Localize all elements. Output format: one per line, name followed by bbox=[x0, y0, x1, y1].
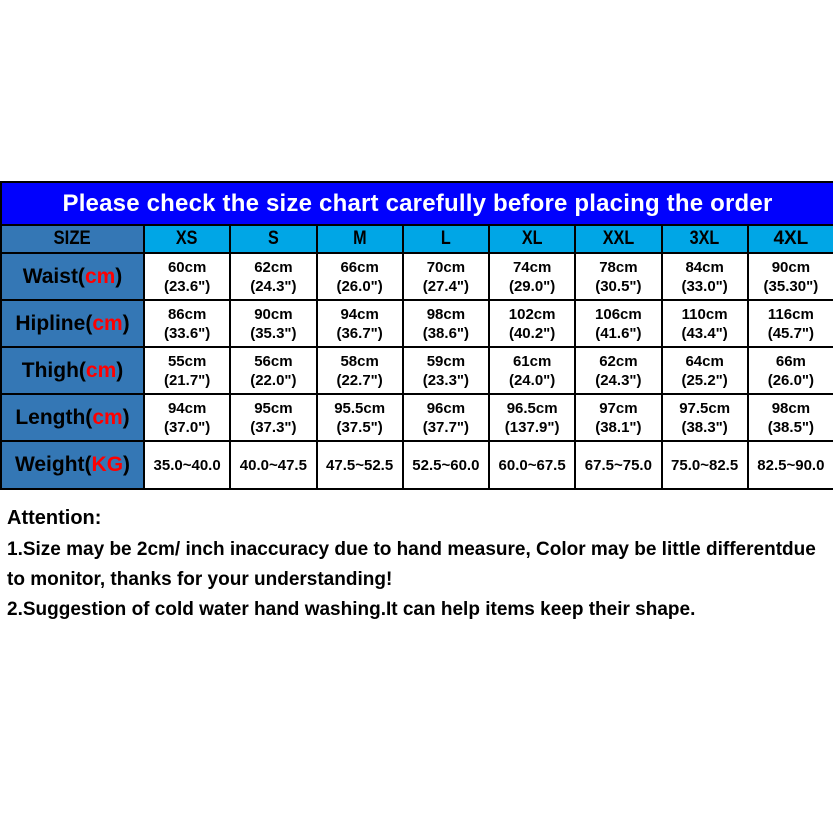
table-cell-line: 90cm bbox=[771, 258, 811, 276]
attention-note-2: 2.Suggestion of cold water hand washing.It can help items keep their shape. bbox=[7, 599, 696, 620]
size-header-label: M bbox=[352, 228, 367, 249]
attention-section bbox=[7, 507, 821, 625]
row-label-weight bbox=[2, 442, 143, 488]
table-cell bbox=[145, 395, 229, 440]
table-cell-line: (37.0") bbox=[163, 418, 211, 436]
size-header-label: L bbox=[440, 228, 451, 249]
table-cell-line: (137.9") bbox=[504, 418, 560, 436]
table-cell-line: 86cm bbox=[167, 305, 207, 323]
table-cell-line: 60cm bbox=[167, 258, 207, 276]
table-cell-line: 90cm bbox=[254, 305, 293, 323]
table-cell bbox=[490, 442, 574, 488]
row-label-part: KG bbox=[91, 453, 124, 476]
table-cell bbox=[318, 348, 402, 393]
table-cell-line: (37.7") bbox=[422, 418, 470, 436]
table-cell-line: (23.3") bbox=[422, 371, 470, 389]
table-cell-line: 64cm bbox=[685, 352, 724, 370]
table-cell-line: 78cm bbox=[599, 258, 638, 276]
table-cell-line: (38.1") bbox=[595, 418, 642, 436]
table-cell bbox=[749, 442, 833, 488]
size-header-label: 3XL bbox=[689, 228, 720, 249]
table-cell-line: 52.5~60.0 bbox=[412, 456, 480, 474]
table-cell bbox=[490, 301, 574, 346]
size-header-xxl bbox=[576, 226, 660, 252]
table-cell bbox=[663, 301, 747, 346]
table-cell-line: 66cm bbox=[340, 258, 379, 276]
row-label-part: ) bbox=[115, 264, 123, 288]
table-cell bbox=[231, 442, 315, 488]
attention-heading: Attention: bbox=[7, 507, 102, 529]
size-header-xl bbox=[490, 226, 574, 252]
size-column-header bbox=[2, 226, 143, 252]
table-cell bbox=[663, 254, 747, 299]
size-header-label: S bbox=[267, 228, 279, 249]
table-cell-line: 116cm bbox=[767, 305, 814, 323]
table-cell-line: (35.3") bbox=[250, 324, 297, 342]
table-cell-line: 59cm bbox=[426, 352, 466, 370]
table-cell bbox=[318, 254, 402, 299]
table-cell bbox=[576, 442, 660, 488]
table-cell bbox=[318, 395, 402, 440]
table-cell-line: 56cm bbox=[254, 352, 293, 370]
table-cell-line: 84cm bbox=[685, 258, 724, 276]
size-header-label: XL bbox=[521, 228, 543, 249]
table-cell-line: (33.6") bbox=[163, 324, 211, 342]
table-cell-line: 55cm bbox=[167, 352, 207, 370]
table-cell-line: 95cm bbox=[254, 399, 293, 417]
table-cell-line: 98cm bbox=[426, 305, 466, 323]
table-cell-line: 82.5~90.0 bbox=[757, 456, 825, 474]
row-label-length bbox=[2, 395, 143, 440]
size-header-s bbox=[231, 226, 315, 252]
table-cell-line: 98cm bbox=[771, 399, 811, 417]
table-cell bbox=[576, 254, 660, 299]
table-cell bbox=[663, 395, 747, 440]
table-cell bbox=[749, 254, 833, 299]
table-cell bbox=[231, 301, 315, 346]
table-cell-line: 58cm bbox=[340, 352, 379, 370]
table-cell bbox=[231, 254, 315, 299]
table-cell-line: (38.6") bbox=[422, 324, 470, 342]
size-header-3xl bbox=[663, 226, 747, 252]
table-cell-line: (25.2") bbox=[681, 371, 728, 389]
table-cell bbox=[404, 442, 488, 488]
row-label-part: cm bbox=[84, 264, 116, 288]
attention-note-1: 1.Size may be 2cm/ inch inaccuracy due to hand measure, Color may be little differentdue to monitor, thanks for your understanding! bbox=[7, 539, 816, 590]
table-cell-line: 47.5~52.5 bbox=[326, 456, 394, 474]
table-cell bbox=[145, 442, 229, 488]
table-cell-line: (21.7") bbox=[163, 371, 211, 389]
table-cell-line: (45.7") bbox=[767, 324, 815, 342]
table-cell-line: 70cm bbox=[426, 258, 466, 276]
table-cell-line: 97.5cm bbox=[679, 399, 731, 417]
table-cell-line: (41.6") bbox=[595, 324, 642, 342]
row-label-part: ) bbox=[122, 405, 130, 429]
row-label-part: ) bbox=[116, 358, 124, 382]
table-cell-line: 60.0~67.5 bbox=[498, 456, 566, 474]
table-cell-line: (22.0") bbox=[250, 371, 297, 389]
table-cell-line: 61cm bbox=[512, 352, 552, 370]
size-column-header-label: SIZE bbox=[53, 228, 92, 249]
table-cell-line: (24.3") bbox=[595, 371, 642, 389]
row-label-part: Length( bbox=[15, 405, 93, 429]
table-cell bbox=[490, 254, 574, 299]
row-label-hipline bbox=[2, 301, 143, 346]
table-cell bbox=[404, 254, 488, 299]
table-cell bbox=[576, 395, 660, 440]
table-cell-line: (37.5") bbox=[336, 418, 383, 436]
table-cell-line: 96.5cm bbox=[506, 399, 558, 417]
table-cell-line: (33.0") bbox=[681, 277, 728, 295]
table-cell-line: (29.0") bbox=[508, 277, 556, 295]
table-cell-line: 35.0~40.0 bbox=[153, 456, 221, 474]
size-header-4xl bbox=[749, 226, 833, 252]
row-label-part: Thigh( bbox=[21, 358, 86, 382]
table-cell bbox=[490, 395, 574, 440]
table-cell bbox=[749, 301, 833, 346]
table-cell bbox=[404, 395, 488, 440]
size-header-label: XXL bbox=[602, 228, 635, 249]
table-cell bbox=[663, 442, 747, 488]
table-cell-line: (24.0") bbox=[508, 371, 556, 389]
table-cell-line: (26.0") bbox=[767, 371, 815, 389]
size-header-m bbox=[318, 226, 402, 252]
table-cell bbox=[145, 348, 229, 393]
table-cell-line: (38.5") bbox=[767, 418, 815, 436]
row-label-part: Weight( bbox=[14, 453, 92, 476]
table-cell-line: (35.30") bbox=[763, 277, 819, 295]
table-cell-line: (40.2") bbox=[508, 324, 556, 342]
table-cell-line: (24.3") bbox=[250, 277, 297, 295]
table-cell bbox=[145, 254, 229, 299]
size-header-label: 4XL bbox=[773, 228, 809, 249]
table-cell-line: 74cm bbox=[512, 258, 552, 276]
table-cell-line: (22.7") bbox=[336, 371, 383, 389]
table-cell-line: (43.4") bbox=[681, 324, 728, 342]
table-cell-line: (36.7") bbox=[336, 324, 383, 342]
table-cell bbox=[404, 301, 488, 346]
row-label-part: cm bbox=[92, 311, 123, 335]
row-label-part: Waist( bbox=[22, 264, 85, 288]
row-label-thigh bbox=[2, 348, 143, 393]
row-label-waist bbox=[2, 254, 143, 299]
table-cell-line: (30.5") bbox=[595, 277, 642, 295]
table-cell bbox=[231, 348, 315, 393]
table-cell-line: 106cm bbox=[595, 305, 642, 323]
row-label-part: cm bbox=[85, 358, 117, 382]
table-cell-line: 40.0~47.5 bbox=[239, 456, 307, 474]
size-header-xs bbox=[145, 226, 229, 252]
table-cell-line: 62cm bbox=[599, 352, 638, 370]
table-cell-line: 94cm bbox=[167, 399, 207, 417]
size-chart-banner: Please check the size chart carefully before placing the order bbox=[2, 183, 833, 224]
table-cell bbox=[576, 301, 660, 346]
table-cell-line: (26.0") bbox=[336, 277, 383, 295]
size-chart-table bbox=[0, 181, 833, 490]
table-cell-line: 97cm bbox=[599, 399, 638, 417]
table-cell-line: (27.4") bbox=[422, 277, 470, 295]
table-cell bbox=[749, 395, 833, 440]
table-cell-line: (37.3") bbox=[250, 418, 297, 436]
table-cell-line: 94cm bbox=[340, 305, 379, 323]
row-label-part: cm bbox=[92, 405, 123, 429]
table-cell-line: 67.5~75.0 bbox=[584, 456, 652, 474]
table-cell bbox=[576, 348, 660, 393]
table-cell bbox=[145, 301, 229, 346]
table-cell-line: (38.3") bbox=[681, 418, 728, 436]
row-label-part: ) bbox=[123, 453, 131, 476]
table-cell-line: 110cm bbox=[681, 305, 728, 323]
table-cell-line: (23.6") bbox=[163, 277, 211, 295]
table-cell bbox=[404, 348, 488, 393]
table-cell bbox=[749, 348, 833, 393]
table-cell bbox=[663, 348, 747, 393]
table-cell bbox=[490, 348, 574, 393]
row-label-part: Hipline( bbox=[15, 311, 93, 335]
table-cell-line: 102cm bbox=[508, 305, 556, 323]
table-cell bbox=[231, 395, 315, 440]
table-cell-line: 95.5cm bbox=[334, 399, 386, 417]
size-header-label: XS bbox=[176, 228, 198, 249]
table-cell-line: 66m bbox=[775, 352, 806, 370]
size-header-l bbox=[404, 226, 488, 252]
row-label-part: ) bbox=[122, 311, 130, 335]
table-cell bbox=[318, 301, 402, 346]
table-cell-line: 75.0~82.5 bbox=[671, 456, 739, 474]
table-cell-line: 96cm bbox=[426, 399, 466, 417]
table-cell bbox=[318, 442, 402, 488]
table-cell-line: 62cm bbox=[254, 258, 293, 276]
